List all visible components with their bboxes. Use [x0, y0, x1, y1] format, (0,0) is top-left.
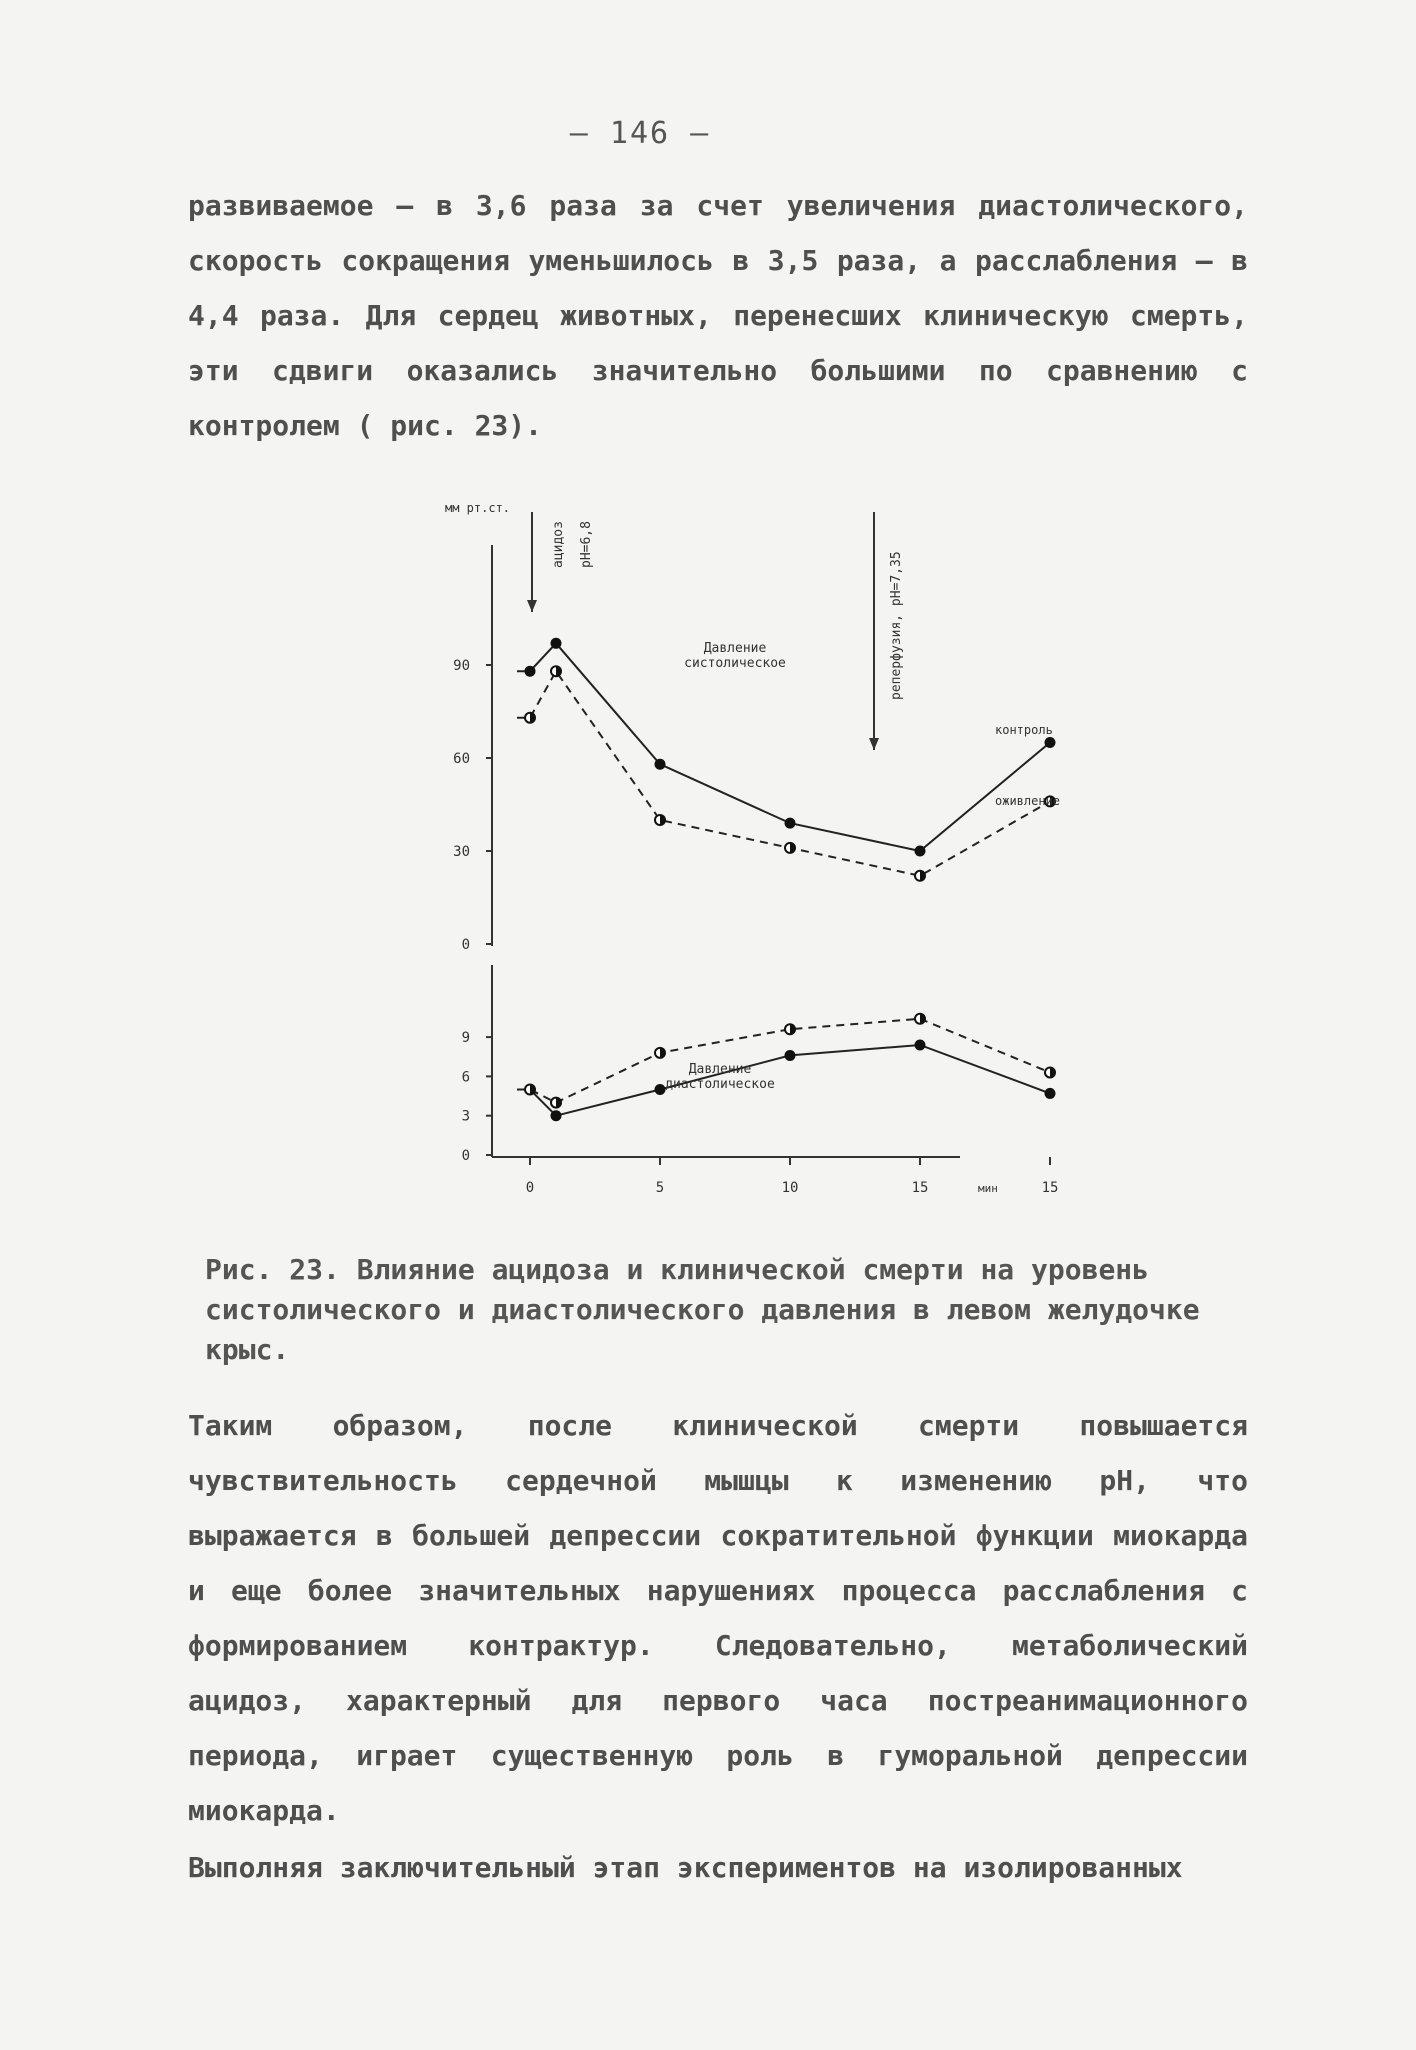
bottom-panel-title-1: Давление — [688, 1062, 752, 1077]
figure-caption — [205, 1250, 1205, 1370]
paragraph-2: Таким образом, после клинической смерти повышается чувствительность сердечной мышцы к изменению pH, что выражается в большей депрессии сократительной функции миокарда и еще более значительных нарушениях процесса расслабления с формированием контрактур. Следовательно, метаболический ацидоз, характерный для первого часа постреанимационного периода, играет существенную роль в гуморальной депрессии миокарда. — [188, 1409, 1248, 1827]
bottom-point-control — [915, 1039, 926, 1050]
bottom-line-solid — [517, 1045, 1050, 1116]
caption-text: Влияние ацидоза и клинической смерти на уровень систолического и диастолического давления в левом желудочке крыс. — [205, 1253, 1200, 1366]
bottom-line-dashed — [517, 1019, 1050, 1103]
top-point-control — [1045, 737, 1056, 748]
top-y-tick-label: 30 — [453, 844, 470, 860]
acidosis-label: ацидоз — [551, 521, 566, 568]
x-tick-label: 5 — [655, 1180, 665, 1196]
acidosis-ph-label: pH=6,8 — [579, 521, 594, 568]
chart-axes — [486, 545, 1050, 1165]
bottom-panel-title-2: диастолическое — [665, 1077, 775, 1092]
caption-label: Рис. 23. — [205, 1253, 340, 1286]
y-axis-label: мм рт.ст. — [445, 501, 511, 515]
x-tick-label: 0 — [525, 1180, 535, 1196]
top-panel-title-1: Давление — [703, 641, 767, 656]
top-point-control — [915, 846, 926, 857]
chart-labels — [445, 501, 1060, 1196]
top-panel-title-2: систолическое — [684, 656, 786, 671]
top-point-control — [551, 638, 562, 649]
reperfusion-arrow-head — [869, 738, 879, 750]
x-tick-label: 15 — [911, 1180, 929, 1196]
x-tick-label: 10 — [781, 1180, 799, 1196]
paragraph-1: развиваемое — в 3,6 раза за счет увеличения диастолического, скорость сокращения уменьшилось в 3,5 раза, а расслабления — в 4,4 раза. Для сердец животных, перенесших клиническую смерть, эти сдвиги оказались значительно большими по сравнению с контролем ( рис. 23). — [188, 189, 1248, 442]
x-tick-label: 15 — [1041, 1180, 1059, 1196]
bottom-y-tick-label: 6 — [461, 1069, 470, 1086]
top-point-control — [655, 759, 666, 770]
bottom-point-control — [1045, 1088, 1056, 1099]
top-y-tick-label: 0 — [461, 937, 470, 953]
chart-marks — [517, 512, 1056, 1121]
paragraph-3: Выполняя заключительный этап экспериментов на изолированных — [188, 1851, 1183, 1884]
bottom-y-tick-label: 0 — [461, 1148, 470, 1164]
bottom-point-control — [655, 1084, 666, 1095]
bottom-y-tick-label: 3 — [461, 1108, 470, 1125]
top-y-tick-label: 90 — [453, 658, 470, 674]
bottom-point-control — [551, 1110, 562, 1121]
bottom-y-tick-label: 9 — [461, 1030, 470, 1047]
bottom-point-control — [785, 1050, 796, 1061]
legend-control: контроль — [995, 723, 1053, 737]
top-line-dashed — [517, 671, 1050, 876]
top-line-solid — [517, 643, 1050, 851]
x-axis-unit: мин — [978, 1182, 998, 1195]
acidosis-arrow-head — [527, 600, 537, 612]
top-y-tick-label: 60 — [453, 751, 470, 767]
top-point-control — [785, 818, 796, 829]
page-number: — 146 — — [569, 116, 711, 151]
legend-revival: оживление — [995, 794, 1061, 808]
reperfusion-label: реперфузия, pH=7,35 — [889, 551, 904, 700]
top-point-control — [525, 666, 536, 677]
